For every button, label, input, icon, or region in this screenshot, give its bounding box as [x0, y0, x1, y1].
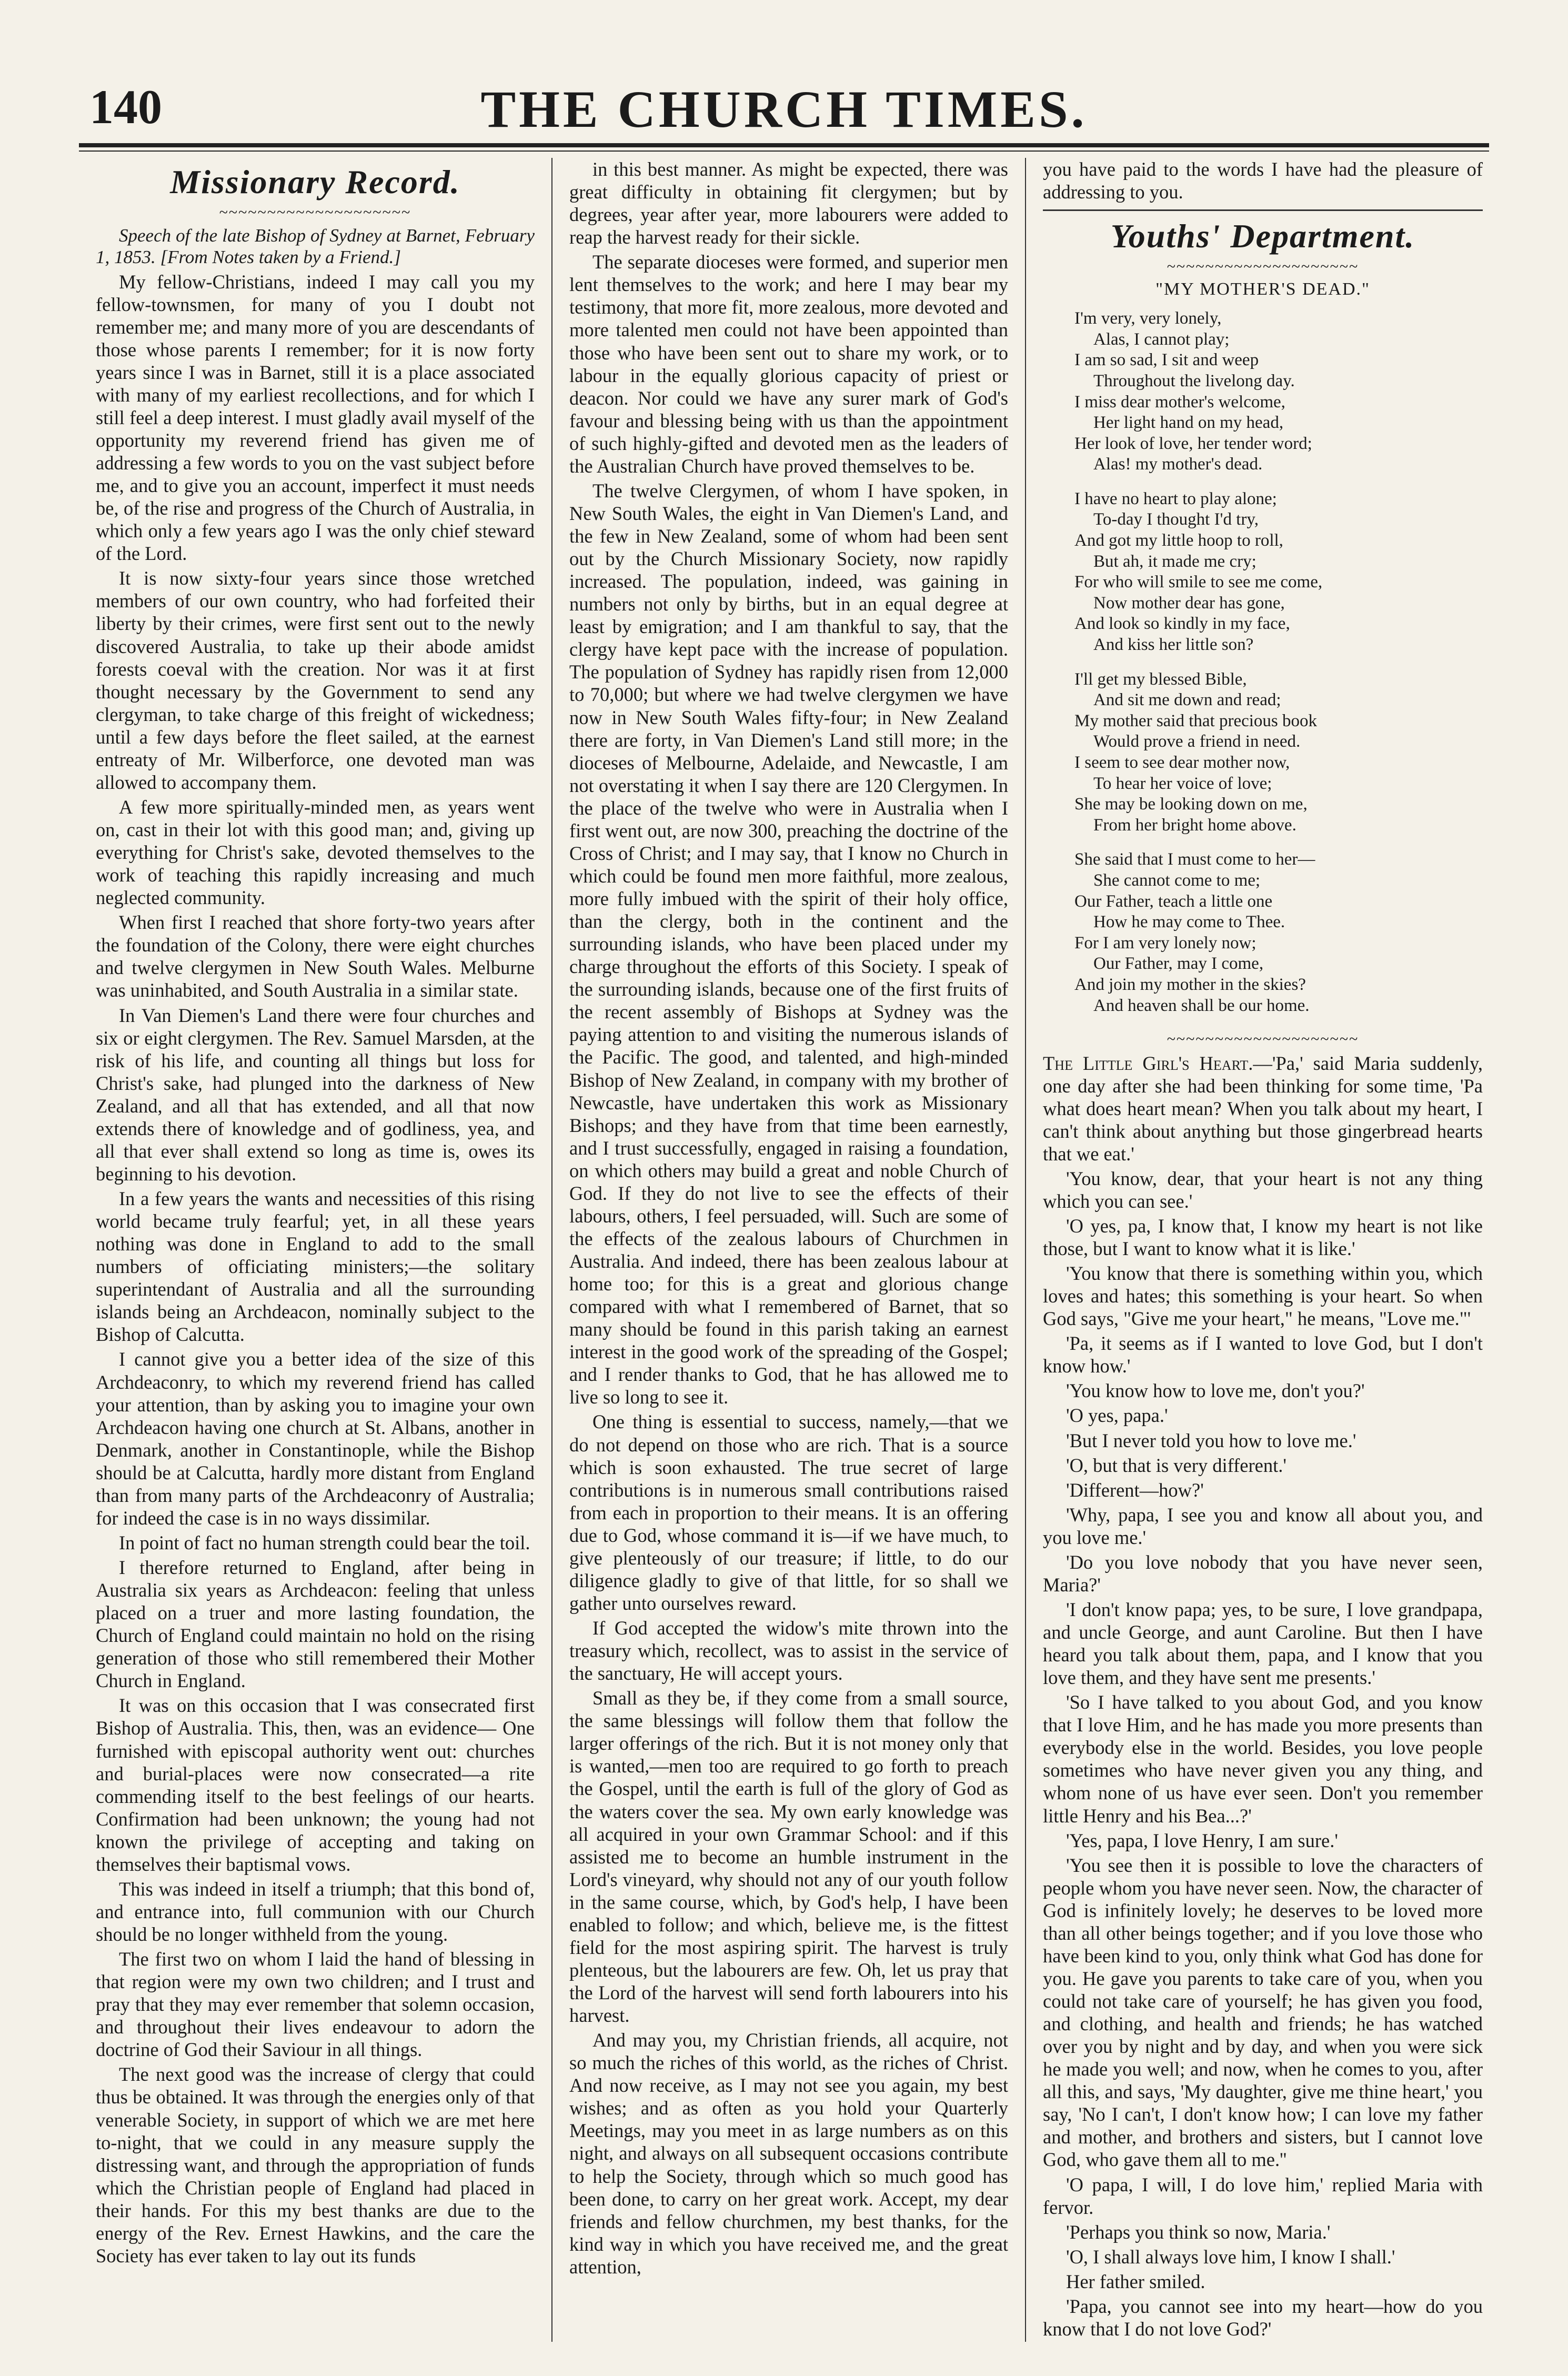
poem-stanza	[1074, 669, 1483, 836]
poem-line: How he may come to Thee.	[1093, 913, 1285, 932]
section-divider	[1043, 209, 1483, 211]
poem-stanza	[1074, 849, 1483, 1016]
article-paragraph: in this best manner. As might be expected, there was great difficulty in obtaining fit clergymen; but by degrees, year after year, more labourers were added to reap the harvest ready for their sickle.	[569, 158, 1008, 248]
page-number: 140	[89, 80, 162, 134]
story-heading: The Little Girl's Heart.	[1043, 1052, 1253, 1074]
poem-line: From her bright home above.	[1093, 815, 1296, 835]
article-paragraph: It was on this occasion that I was consecrated first Bishop of Australia. This, then, was an evidence— One furnished with episcopal authority went out: churches and burial-places were now consecrated—a rite commending itself to the best feelings of our hearts. Confirmation had been unknown; the young had not known the privilege of accepting and taking on themselves their baptismal vows.	[96, 1695, 535, 1875]
article-paragraph: And may you, my Christian friends, all acquire, not so much the riches of this world, as the riches of Christ. And now receive, as I may not see you again, my best wishes; and as often as you hold your Quarterly Meetings, may you meet in as large numbers as on this night, and always on all subsequent occasions contribute to help the Society, through which so much good has been done, to carry on her great work. Accept, my dear friends and fellow churchmen, my best thanks, for the kind way in which you have received me, and the great attention,	[569, 2029, 1008, 2278]
story-paragraphs	[1043, 1167, 1483, 2340]
poem-line: For I am very lonely now;	[1074, 933, 1257, 953]
story-paragraph: 'Perhaps you think so now, Maria.'	[1066, 2221, 1331, 2243]
poem-line: And kiss her little son?	[1093, 635, 1254, 655]
article-paragraph: It is now sixty-four years since those wretched members of our own country, who had forfeited their liberty by their crimes, were first sent out to the newly discovered Australia, to take up their abode amidst forests coeval with the creation. Nor was it at first thought necessary by the Government to send any clergyman, to take charge of this freight of wickedness; until a few days before the fleet sailed, at the earnest entreaty of Mr. Wilberforce, one devoted man was allowed to accompany them.	[96, 567, 535, 793]
story-paragraph: 'O papa, I will, I do love him,' replied Maria with fervor.	[1043, 2173, 1483, 2218]
story-paragraph: 'But I never told you how to love me.'	[1066, 1429, 1356, 1451]
poem-line: Alas, I cannot play;	[1093, 329, 1230, 349]
masthead-rule	[79, 143, 1489, 152]
heading-ornament: ~~~~~~~~~~~~~~~~~~~~	[1167, 257, 1359, 275]
story-paragraph: 'Different—how?'	[1066, 1479, 1204, 1501]
article-paragraph: One thing is essential to success, namely,—that we do not depend on those who are rich. That is a source which is soon exhausted. The true secret of large contributions is in numerous small contributions raised from each in proportion to their means. It is an offering due to God, whose command it is—if we have much, to give plenteously of our treasure; if little, to do our diligence gladly to give of that little, for so shall we gather unto ourselves reward.	[569, 1411, 1008, 1614]
speech-heading: Speech of the late Bishop of Sydney at Barnet, February 1, 1853. [From Notes taken by a Friend.]	[96, 225, 535, 268]
article-paragraph: I therefore returned to England, after being in Australia six years as Archdeacon: feeling that unless placed on a truer and more lasting foundation, the Church of England could maintain no hold on the rising generation of those who still remembered their Mother Church in England.	[96, 1557, 535, 1692]
poem-line: I miss dear mother's welcome,	[1074, 392, 1285, 412]
columns	[79, 158, 1500, 2342]
poem-line: Now mother dear has gone,	[1093, 593, 1285, 613]
story-paragraph: 'O, but that is very different.'	[1066, 1454, 1286, 1476]
column-2-paragraphs	[569, 158, 1008, 2278]
poem-line: I have no heart to play alone;	[1074, 489, 1277, 508]
article-paragraph: In Van Diemen's Land there were four churches and six or eight clergymen. The Rev. Samuel Marsden, at the risk of his life, and counting all things but loss for Christ's sake, had plunged into the darkness of New Zealand, and all that has extended, and all that now extends there of knowledge and of godliness, yea, and all that ever shall extend so long as time is, owes its beginning to his devotion.	[96, 1004, 535, 1185]
story-paragraph: 'You know that there is something within you, which loves and hates; this something is your heart. So when God says, "Give me your heart," he means, "Love me."'	[1043, 1262, 1483, 1330]
column-1	[79, 158, 552, 2342]
story-paragraph: 'O yes, pa, I know that, I know my heart is not like those, but I want to know what it is like.'	[1043, 1215, 1483, 1260]
poem-line: And got my little hoop to roll,	[1074, 531, 1283, 550]
poem-line: I'm very, very lonely,	[1074, 309, 1222, 328]
masthead	[79, 63, 1489, 138]
poem-line: Her look of love, her tender word;	[1074, 434, 1312, 453]
article-paragraph: The next good was the increase of clergy that could thus be obtained. It was through the energies only of that venerable Society, in support of which we are met here to-night, that we could in any measure supply the distressing want, and through the appropriation of funds which the Christian people of England had placed in their hands. For this my best thanks are due to the energy of the Rev. Ernest Hawkins, and the care the Society has ever taken to lay out its funds	[96, 2063, 535, 2267]
article-paragraph: A few more spiritually-minded men, as years went on, cast in their lot with this good man; and, giving up everything for Christ's sake, devoted themselves to the work of teaching this rapidly increasing and much neglected community.	[96, 796, 535, 909]
poem-line: Alas! my mother's dead.	[1093, 455, 1263, 474]
poem-line: Our Father, teach a little one	[1074, 891, 1273, 911]
heading-ornament: ~~~~~~~~~~~~~~~~~~~~	[219, 203, 411, 221]
article-paragraph: In a few years the wants and necessities of this rising world became truly fearful; yet, in all these years nothing was done in England to add to the small numbers of officiating ministers;—the solitary superintendant of Australia and all the surrounding islands being an Archdeacon, nominally subject to the Bishop of Calcutta.	[96, 1188, 535, 1346]
story-paragraph: Her father smiled.	[1066, 2270, 1205, 2292]
missionary-record-heading: Missionary Record.	[170, 163, 460, 200]
story-paragraph: 'You know, dear, that your heart is not any thing which you can see.'	[1043, 1167, 1483, 1212]
story-paragraph: 'Do you love nobody that you have never seen, Maria?'	[1043, 1551, 1483, 1596]
poem	[1043, 308, 1483, 1016]
poem-line: My mother said that precious book	[1074, 711, 1318, 730]
poem-line: And sit me down and read;	[1093, 690, 1281, 710]
story-paragraph: 'Papa, you cannot see into my heart—how do you know that I do not love God?'	[1043, 2295, 1483, 2340]
article-paragraph: The first two on whom I laid the hand of blessing in that region were my own two children; and I trust and pray that they may ever remember that solemn occasion, and throughout their lives endeavour to adorn the doctrine of God their Saviour in all things.	[96, 1948, 535, 2061]
poem-line: To hear her voice of love;	[1093, 774, 1272, 793]
newspaper-title: THE CHURCH TIMES.	[480, 80, 1088, 138]
poem-line: Our Father, may I come,	[1093, 954, 1264, 974]
article-paragraph: The separate dioceses were formed, and superior men lent themselves to the work; and here I may bear my testimony, that more fit, more zealous, more devoted and more talented men could not have been appointed than those who have been sent out to share my work, or to labour in the equally glorious capacity of priest or deacon. Nor could we have any surer mark of God's favour and blessing being with us than the appointment of such highly-gifted and devoted men as the leaders of the Australian Church have proved themselves to be.	[569, 251, 1008, 477]
story-paragraph: 'I don't know papa; yes, to be sure, I love grandpapa, and uncle George, and aunt Caroline. But then I have heard you talk about them, papa, and I know that you love them, and they have sent me presents.'	[1043, 1598, 1483, 1689]
poem-line: To-day I thought I'd try,	[1093, 510, 1259, 529]
column-1-paragraphs	[96, 270, 535, 2267]
youths-department-heading: Youths' Department.	[1110, 217, 1415, 255]
poem-line: She said that I must come to her—	[1074, 850, 1315, 869]
article-paragraph: I cannot give you a better idea of the size of this Archdeaconry, to which my reverend friend has called your attention, than by asking you to imagine your own Archdeacon having one church at St. Albans, another in Denmark, another in Constantinople, while the Bishop should be at Calcutta, hardly more distant from England than from many parts of the Archdeaconry of Australia; for indeed the case is in no ways dissimilar.	[96, 1348, 535, 1529]
story-opening	[1043, 1052, 1483, 1165]
column-3	[1026, 158, 1500, 2342]
story-paragraph: 'Why, papa, I see you and know all about you, and you love me.'	[1043, 1503, 1483, 1548]
poem-stanza	[1074, 489, 1483, 656]
poem-line: I am so sad, I sit and weep	[1074, 350, 1259, 370]
poem-line: I seem to see dear mother now,	[1074, 753, 1290, 773]
poem-line: I'll get my blessed Bible,	[1074, 669, 1247, 689]
story-paragraph: 'O, I shall always love him, I know I shall.'	[1066, 2245, 1395, 2268]
poem-end-ornament: ~~~~~~~~~~~~~~~~~~~~	[1167, 1030, 1359, 1048]
article-paragraph: The twelve Clergymen, of whom I have spoken, in New South Wales, the eight in Van Diemen's Land, and the few in New Zealand, some of whom had been sent out by the Church Missionary Society, now rapidly increased. The population, indeed, was gaining in numbers not only by births, but in an equal degree at least by emigration; and I am thankful to say, that the clergy have kept pace with the increase of population. The population of Sydney has rapidly risen from 12,000 to 70,000; but where we had twelve clergymen we have now in New South Wales fifty-four; in New Zealand there are forty, in Van Diemen's Land still more; in the dioceses of Melbourne, Adelaide, and Newcastle, I am not overstating it when I say there are 120 Clergymen. In the place of the twelve who were in Australia when I first went out, are now 300, preaching the doctrine of the Cross of Christ; and I may say, that I know no Church in which could be found men more faithful, more zealous, more fully imbued with the spirit of their holy office, than the clergy, both in the continent and the surrounding islands, who have been placed under my charge throughout the efforts of this Society. I speak of the surrounding islands, because one of the first fruits of the recent assembly of Bishops at Sydney was the paying attention to and visiting the numerous islands of the Pacific. The good, and talented, and high-minded Bishop of New Zealand, in company with my brother of Newcastle, have undertaken this work as Missionary Bishops; and they have from that time been earnestly, and I trust successfully, engaged in raising a foundation, on which others may build a great and noble Church of God. If they do not live to see the effects of their labours, others, I feel persuaded, will. Such are some of the effects of the zealous labours of Churchmen in Australia. And indeed, there has been zealous labour at home too; for this is a great and glorious change compared with what I remembered of Barnet, that so many should be found in this parish taking an earnest interest in the good work of the spreading of the Gospel; and I render thanks to God, that he has allowed me to live so long to see it.	[569, 479, 1008, 1408]
story-paragraph: 'You know how to love me, don't you?'	[1066, 1380, 1365, 1402]
story-paragraph: 'You see then it is possible to love the characters of people whom you have never seen. Now, the character of God is infinitely lovely; he deserves to be loved more than all other beings together; and if you love those who have been kind to you, only think what God has done for you. He gave you parents to take care of you, when you could not take care of yourself; he has given you food, and clothing, and health and friends; he has watched over you by night and by day, and when you were sick he made you well; and now, when he comes to you, after all this, and says, 'My daughter, give me thine heart,' you say, 'No I can't, I don't know how; I can love my father and mother, and brothers and sisters, but I cannot love God, who gave them all to me.''	[1043, 1854, 1483, 2171]
poem-line: And join my mother in the skies?	[1074, 975, 1306, 994]
story-paragraph: 'Pa, it seems as if I wanted to love God, but I don't know how.'	[1043, 1332, 1483, 1377]
poem-line: She cannot come to me;	[1093, 870, 1261, 890]
poem-line: And look so kindly in my face,	[1074, 614, 1290, 634]
poem-line: Would prove a friend in need.	[1093, 732, 1301, 751]
poem-title: "MY MOTHER'S DEAD."	[1155, 279, 1370, 299]
poem-line: She may be looking down on me,	[1074, 795, 1308, 814]
poem-stanza	[1074, 308, 1483, 475]
article-paragraph: My fellow-Christians, indeed I may call you my fellow-townsmen, for many of you I doubt not remember me; and many more of you are descendants of those whose parents I remember; for it is now forty years since I was in Barnet, still it is a place associated with many of my earliest recollections, and for which I still feel a deep interest. I must gladly avail myself of the opportunity my reverend friend has given me of addressing a few words to you on the vast subject before me, and to give you an account, imperfect it must needs be, of the rise and progress of the Church of Australia, in which only a few years ago I was the only chief steward of the Lord.	[96, 270, 535, 565]
article-paragraph: Small as they be, if they come from a small source, the same blessings will follow them that follow the larger offerings of the rich. But it is not money only that is wanted,—men too are required to go forth to preach the Gospel, until the earth is full of the glory of God as the waters cover the sea. My own early knowledge was all acquired in your own Grammar School: and if this assisted me to become an humble instrument in the Lord's vineyard, why should not any of our youth follow in the same course, which, by God's help, I have been enabled to follow; and which, believe me, is the fittest field for the most aspiring spirit. The harvest is truly plenteous, but the labourers are few. Oh, let us pray that the Lord of the harvest will send forth labourers into his harvest.	[569, 1687, 1008, 2027]
story-paragraph: 'O yes, papa.'	[1066, 1405, 1168, 1427]
poem-line: Her light hand on my head,	[1093, 413, 1284, 433]
poem-line: And heaven shall be our home.	[1093, 996, 1310, 1015]
article-paragraph: In point of fact no human strength could bear the toil.	[119, 1531, 530, 1553]
column-2	[552, 158, 1026, 2342]
article-paragraph: If God accepted the widow's mite thrown into the treasury which, recollect, was to assist in the service of the sanctuary, He will accept yours.	[569, 1617, 1008, 1685]
speech-closing: you have paid to the words I have had the pleasure of addressing to you.	[1043, 158, 1483, 203]
poem-line: For who will smile to see me come,	[1074, 573, 1323, 592]
poem-line: But ah, it made me cry;	[1093, 552, 1257, 571]
story-paragraph: 'Yes, papa, I love Henry, I am sure.'	[1066, 1829, 1338, 1851]
article-paragraph: When first I reached that shore forty-two years after the foundation of the Colony, there were eight churches and twelve clergymen in New South Wales. Melburne was uninhabited, and South Australia in a similar state.	[96, 911, 535, 1001]
story-first-line: —'Pa,' said Maria suddenly, one day after she had been thinking for some time, 'Pa what does heart mean? When you talk about my heart, I can't think about anything but those gingerbread hearts that we eat.'	[1043, 1052, 1483, 1165]
story-paragraph: 'So I have talked to you about God, and you know that I love Him, and he has made you more presents than everybody else in the world. Besides, you love people sometimes who have never given you any thing, and whom none of us have ever seen. Don't you remember little Henry and his Bea...?'	[1043, 1691, 1483, 1827]
poem-line: Throughout the livelong day.	[1093, 371, 1295, 390]
article-paragraph: This was indeed in itself a triumph; that this bond of, and entrance into, full communion with our Church should be no longer withheld from the young.	[96, 1878, 535, 1945]
